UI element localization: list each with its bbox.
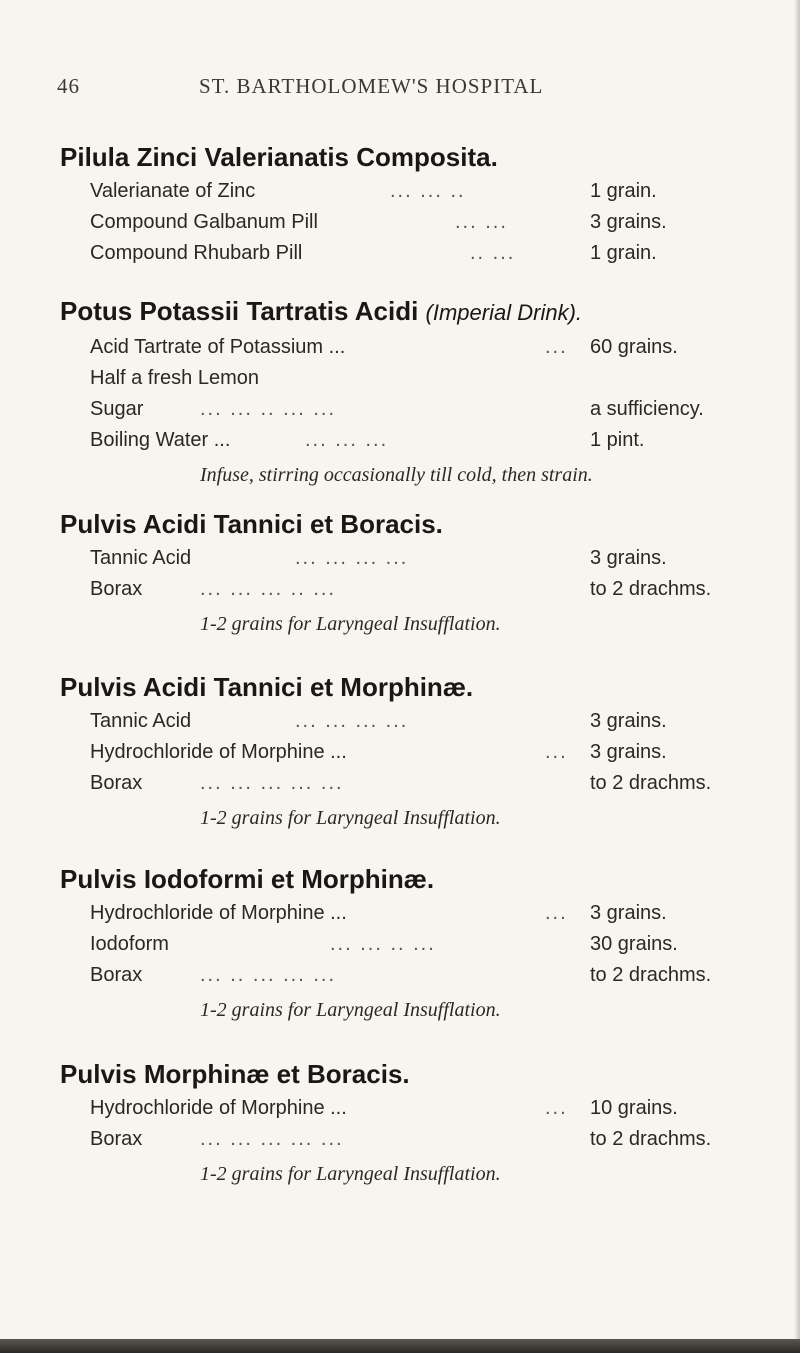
ingredient-name: Tannic Acid [90, 710, 192, 732]
ingredient-name: Half a fresh Lemon [90, 367, 259, 389]
ingredient-quantity: 30 grains. [590, 933, 678, 955]
ingredient-name: Iodoform [90, 933, 169, 955]
leader-dots: ... ... .. [390, 180, 466, 202]
ingredient-line [90, 772, 770, 803]
running-title: ST. BARTHOLOMEW'S HOSPITAL [199, 74, 544, 98]
recipe-title: Pulvis Morphinæ et Boracis. [60, 1059, 410, 1089]
leader-dots: .. ... [470, 242, 516, 264]
ingredient-line [90, 180, 770, 211]
recipe-pulvis-acidi-tannici-boracis [60, 507, 770, 636]
ingredient-line [90, 710, 770, 741]
ingredient-line [90, 547, 770, 578]
leader-dots: ... ... ... ... ... [200, 772, 344, 794]
ingredient-line [90, 902, 770, 933]
leader-dots: ... ... ... ... [295, 710, 409, 732]
leader-dots: ... [545, 336, 568, 358]
ingredient-line [90, 578, 770, 609]
leader-dots: ... ... .. ... [330, 933, 436, 955]
page-edge-shadow [794, 0, 800, 1353]
ingredient-name: Hydrochloride of Morphine ... [90, 741, 347, 763]
leader-dots: ... [545, 741, 568, 763]
ingredient-line [90, 429, 770, 460]
ingredient-name: Borax [90, 964, 143, 986]
leader-dots: ... [545, 902, 568, 924]
recipe-note: Infuse, stirring occasionally till cold, then strain. [200, 464, 593, 486]
ingredient-quantity: 1 grain. [590, 180, 657, 202]
ingredient-quantity: 1 grain. [590, 242, 657, 264]
ingredient-quantity: 10 grains. [590, 1097, 678, 1119]
recipe-note: 1-2 grains for Laryngeal Insufflation. [200, 807, 501, 829]
ingredient-quantity: 3 grains. [590, 710, 667, 732]
page-number: 46 [57, 74, 80, 98]
recipe-note: 1-2 grains for Laryngeal Insufflation. [200, 999, 501, 1021]
ingredient-quantity: 3 grains. [590, 741, 667, 763]
ingredient-quantity: a sufficiency. [590, 398, 704, 420]
leader-dots: ... ... ... ... ... [200, 1128, 344, 1150]
ingredient-quantity: to 2 drachms. [590, 772, 712, 794]
ingredient-line [90, 933, 770, 964]
ingredient-line [90, 336, 770, 367]
ingredient-name: Borax [90, 578, 143, 600]
ingredient-quantity: 3 grains. [590, 902, 667, 924]
leader-dots: ... ... ... [305, 429, 389, 451]
ingredient-name: Hydrochloride of Morphine ... [90, 902, 347, 924]
page-bottom-edge [0, 1339, 800, 1353]
recipe-pilula-zinci [60, 140, 770, 273]
recipe-pulvis-morphinae-boracis [60, 1057, 770, 1186]
ingredient-name: Sugar [90, 398, 144, 420]
ingredient-line [90, 398, 770, 429]
leader-dots: ... ... ... .. ... [200, 578, 337, 600]
ingredient-name: Valerianate of Zinc [90, 180, 256, 202]
ingredient-line [90, 211, 770, 242]
ingredient-name: Tannic Acid [90, 547, 192, 569]
recipe-note: 1-2 grains for Laryngeal Insufflation. [200, 613, 501, 635]
ingredient-name: Borax [90, 772, 143, 794]
ingredient-quantity: 3 grains. [590, 547, 667, 569]
ingredient-line [90, 367, 770, 398]
ingredient-name: Hydrochloride of Morphine ... [90, 1097, 347, 1119]
leader-dots: ... ... ... ... [295, 547, 409, 569]
leader-dots: ... .. ... ... ... [200, 964, 337, 986]
ingredient-line [90, 964, 770, 995]
ingredient-name: Compound Galbanum Pill [90, 211, 318, 233]
leader-dots: ... ... [455, 211, 508, 233]
ingredient-line [90, 1128, 770, 1159]
recipe-title: Potus Potassii Tartratis Acidi (Imperial Drink). [60, 296, 583, 326]
recipe-title: Pulvis Iodoformi et Morphinæ. [60, 864, 435, 894]
ingredient-quantity: 3 grains. [590, 211, 667, 233]
ingredient-line [90, 1097, 770, 1128]
recipe-subtitle: (Imperial Drink). [425, 300, 583, 325]
ingredient-name: Compound Rhubarb Pill [90, 242, 303, 264]
recipe-potus-potassii [60, 294, 770, 487]
recipe-note: 1-2 grains for Laryngeal Insufflation. [200, 1163, 501, 1185]
ingredient-line [90, 242, 770, 273]
recipe-pulvis-acidi-tannici-morphinae [60, 670, 770, 830]
leader-dots: ... ... .. ... ... [200, 398, 337, 420]
leader-dots: ... [545, 1097, 568, 1119]
recipe-title: Pulvis Acidi Tannici et Boracis. [60, 509, 443, 539]
ingredient-line [90, 741, 770, 772]
recipe-title: Pulvis Acidi Tannici et Morphinæ. [60, 672, 474, 702]
ingredient-quantity: 60 grains. [590, 336, 678, 358]
ingredient-name: Borax [90, 1128, 143, 1150]
ingredient-name: Boiling Water ... [90, 429, 231, 451]
ingredient-name: Acid Tartrate of Potassium ... [90, 336, 346, 358]
ingredient-quantity: 1 pint. [590, 429, 645, 451]
ingredient-quantity: to 2 drachms. [590, 578, 712, 600]
recipe-pulvis-iodoformi [60, 862, 770, 1022]
recipe-title: Pilula Zinci Valerianatis Composita. [60, 142, 498, 172]
ingredient-quantity: to 2 drachms. [590, 1128, 712, 1150]
ingredient-quantity: to 2 drachms. [590, 964, 712, 986]
